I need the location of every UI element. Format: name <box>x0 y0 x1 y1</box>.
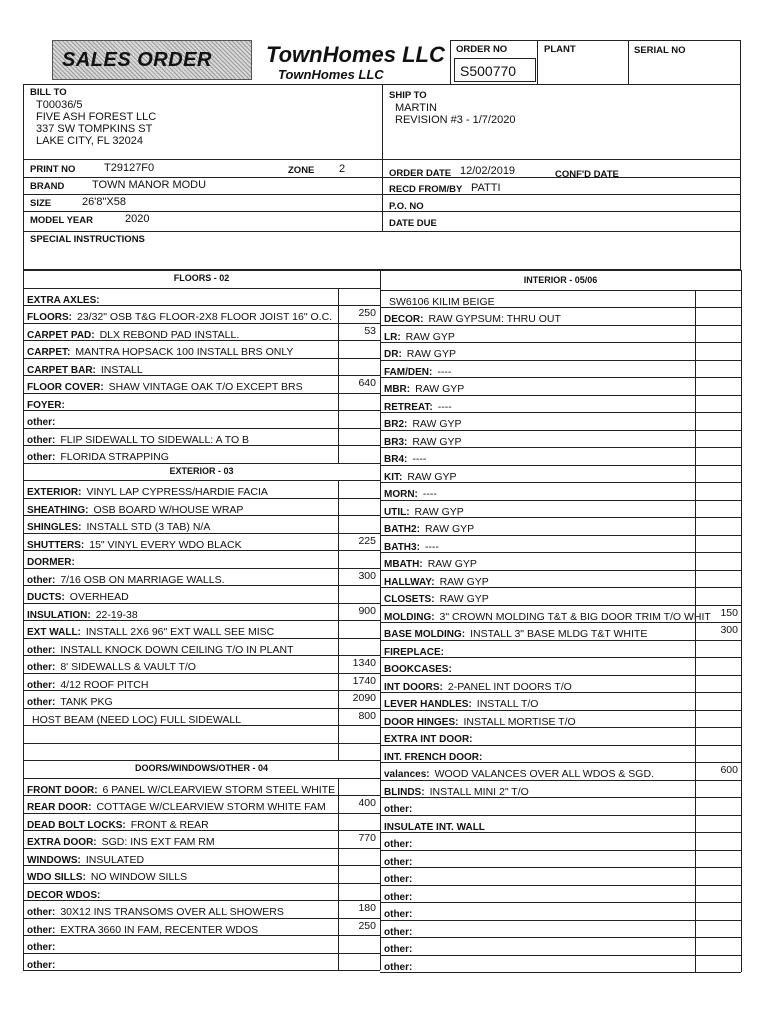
exterior-row-value: INSTALL KNOCK DOWN CEILING T/O IN PLANT <box>60 643 294 656</box>
interior-row-value: 3" CROWN MOLDING T&T & BIG DOOR TRIM T/O WHIT <box>439 610 711 623</box>
exterior-row-qty: 300 <box>358 569 376 582</box>
zone-label: ZONE <box>288 165 315 176</box>
interior-row-value: RAW GYP <box>412 418 462 430</box>
interior-section-title: INTERIOR - 05/06 <box>523 275 598 285</box>
floors-row-label: FLOORS: <box>27 312 72 323</box>
interior-row-value: RAW GYP <box>414 505 464 518</box>
interior-row-value: SW6106 KILIM BEIGE <box>389 295 495 308</box>
exterior-row <box>23 515 380 532</box>
exterior-row-value: HOST BEAM (NEED LOC) FULL SIDEWALL <box>32 713 242 726</box>
doors_windows-row <box>23 953 380 970</box>
interior-row <box>380 850 741 867</box>
interior-row-value: INSTALL T/O <box>476 698 539 710</box>
exterior-row-value: VINYL LAP CYPRESS/HARDIE FACIA <box>86 486 268 498</box>
exterior-row-value: INSTALL STD (3 TAB) N/A <box>86 521 211 533</box>
interior-row-value: RAW GYP <box>412 435 462 448</box>
bill-to-line: 337 SW TOMPKINS ST <box>36 123 153 135</box>
doors_windows-row-value: FRONT & REAR <box>130 818 209 831</box>
interior-row-value: INSTALL MORTISE T/O <box>463 715 576 728</box>
exterior-row-qty: 1740 <box>352 674 376 687</box>
print-no-label: PRINT NO <box>30 164 76 175</box>
floors-row <box>23 410 380 427</box>
exterior-row-label: DORMER: <box>27 557 75 568</box>
interior-row <box>380 692 741 709</box>
doors_windows-row-label: other: <box>27 924 56 936</box>
zone-value: 2 <box>339 163 346 175</box>
exterior-row <box>23 480 380 497</box>
interior-row-value: WOOD VALANCES OVER ALL WDOS & SGD. <box>434 768 654 780</box>
floors-row-value: DLX REBOND PAD INSTALL. <box>99 328 240 341</box>
exterior-row-qty: 2090 <box>352 692 376 704</box>
special-instructions-label: SPECIAL INSTRUCTIONS <box>30 234 145 245</box>
interior-row-label: other: <box>384 874 413 885</box>
interior-row <box>380 640 741 657</box>
exterior-row <box>23 550 380 567</box>
floors-section-title: FLOORS - 02 <box>173 273 230 283</box>
exterior-row <box>23 690 380 707</box>
doors_windows-row-value: 30X12 INS TRANSOMS OVER ALL SHOWERS <box>60 906 284 918</box>
recd-from-value: PATTI <box>471 182 501 194</box>
interior-row-value: RAW GYP <box>424 523 475 535</box>
interior-row-value: ---- <box>437 365 452 378</box>
doors_windows-row <box>23 795 380 812</box>
interior-row-value: INSTALL 3" BASE MLDG T&T WHITE <box>470 628 648 640</box>
doors_windows-row-value: COTTAGE W/CLEARVIEW STORM WHITE FAM <box>96 801 326 813</box>
exterior-row-label: SHUTTERS: <box>27 539 85 551</box>
interior-row-label: valances: <box>384 769 430 780</box>
exterior-row-value: 8' SIDEWALLS & VAULT T/O <box>60 661 196 673</box>
interior-row-label: other: <box>384 891 413 903</box>
interior-row-label: BATH2: <box>384 524 420 535</box>
floors-row <box>23 340 380 357</box>
doors_windows-row-value: 6 PANEL W/CLEARVIEW STORM STEEL WHITE <box>102 783 336 796</box>
doors_windows-row-label: other: <box>27 907 56 918</box>
interior-row-label: MBR: <box>384 384 411 395</box>
interior-row-label: other: <box>384 804 413 815</box>
interior-row <box>380 745 741 762</box>
doors_windows-row-label: other: <box>27 959 56 971</box>
exterior-row-label: other: <box>27 697 56 708</box>
interior-row-label: INSULATE INT. WALL <box>384 821 485 833</box>
interior-row-label: FIREPLACE: <box>384 646 444 658</box>
floors-row-value: SHAW VINTAGE OAK T/O EXCEPT BRS <box>108 381 303 393</box>
exterior-row-value: INSTALL 2X6 96" EXT WALL SEE MISC <box>85 626 275 638</box>
exterior-row <box>23 603 380 620</box>
po-no-label: P.O. NO <box>389 201 424 212</box>
floors-row-value: 23/32" OSB T&G FLOOR-2X8 FLOOR JOIST 16" O.C. <box>77 311 333 323</box>
doors_windows-section-title: DOORS/WINDOWS/OTHER - 04 <box>134 763 268 773</box>
doors_windows-row <box>23 883 380 900</box>
order-date-label: ORDER DATE <box>389 168 452 179</box>
interior-row-value: 2-PANEL INT DOORS T/O <box>447 680 572 693</box>
exterior-row <box>23 568 380 585</box>
exterior-row <box>23 725 380 742</box>
interior-row-label: DECOR: <box>384 314 424 325</box>
floors-row-label: FLOOR COVER: <box>27 382 104 393</box>
floors-row-value: MANTRA HOPSACK 100 INSTALL BRS ONLY <box>75 346 294 358</box>
interior-row-value: ---- <box>437 400 452 413</box>
doors_windows-row-label: REAR DOOR: <box>27 802 92 813</box>
interior-row <box>380 535 741 552</box>
interior-row <box>380 780 741 797</box>
doors_windows-row <box>23 813 380 830</box>
interior-row-label: BLINDS: <box>384 786 425 798</box>
exterior-row-qty: 900 <box>358 604 376 617</box>
interior-row-qty: 150 <box>720 606 738 619</box>
exterior-row-label: DUCTS: <box>27 592 65 603</box>
doors_windows-row <box>23 900 380 917</box>
exterior-row-label: EXTERIOR: <box>27 487 82 498</box>
floors-row-value: FLORIDA STRAPPING <box>60 451 169 463</box>
floors-row-label: CARPET: <box>27 347 71 358</box>
ship-to-line: REVISION #3 - 1/7/2020 <box>395 114 516 126</box>
interior-row-label: MORN: <box>384 489 418 500</box>
interior-row-label: other: <box>384 909 413 920</box>
doors_windows-row-value: INSULATED <box>85 853 145 866</box>
model-year-value: 2020 <box>125 213 150 225</box>
brand-label: BRAND <box>30 181 65 192</box>
doors_windows-row-label: DECOR WDOS: <box>27 889 101 901</box>
interior-row-value: RAW GYP <box>406 348 456 360</box>
exterior-row <box>23 743 380 760</box>
interior-row-label: BASE MOLDING: <box>384 629 466 640</box>
interior-row <box>380 762 741 779</box>
exterior-row-label: other: <box>27 679 56 691</box>
interior-row <box>380 395 741 412</box>
interior-row-value: INSTALL MINI 2" T/O <box>429 785 529 798</box>
interior-row-label: KIT: <box>384 471 403 483</box>
exterior-row-value: OVERHEAD <box>69 591 129 603</box>
interior-row-label: UTIL: <box>384 506 410 518</box>
interior-row-label: BR4: <box>384 454 408 465</box>
interior-row-label: other: <box>384 944 413 955</box>
exterior-row-label: other: <box>27 574 56 586</box>
interior-row-label: MOLDING: <box>384 611 435 623</box>
interior-row-label: CLOSETS: <box>384 594 435 605</box>
interior-row-label: MBATH: <box>384 559 423 570</box>
exterior-row <box>23 585 380 602</box>
exterior-row-qty: 800 <box>358 709 376 722</box>
floors-row-label: EXTRA AXLES: <box>27 294 100 306</box>
confd-date-label: CONF'D DATE <box>555 169 619 180</box>
recd-from-label: RECD FROM/BY <box>389 184 463 195</box>
interior-row <box>380 710 741 727</box>
floors-row-label: FOYER: <box>27 399 65 411</box>
doors_windows-row-label: EXTRA DOOR: <box>27 837 97 848</box>
exterior-row <box>23 708 380 725</box>
floors-row-label: other: <box>27 452 56 463</box>
floors-row <box>23 305 380 322</box>
floors-row-value: FLIP SIDEWALL TO SIDEWALL: A TO B <box>60 433 250 446</box>
interior-row <box>380 622 741 639</box>
doors_windows-row-qty: 250 <box>358 919 376 932</box>
interior-row <box>380 605 741 622</box>
exterior-row-label: INSULATION: <box>27 609 91 621</box>
floors-row <box>23 445 380 462</box>
interior-row <box>380 797 741 814</box>
floors-row-value: INSTALL <box>100 363 143 376</box>
floors-row <box>23 323 380 340</box>
interior-row-value: ---- <box>412 453 427 465</box>
exterior-row-value: 15" VINYL EVERY WDO BLACK <box>89 538 242 551</box>
interior-row-label: LEVER HANDLES: <box>384 699 472 710</box>
interior-row <box>380 325 741 342</box>
exterior-row-qty: 1340 <box>352 657 376 669</box>
ship-to-label: SHIP TO <box>389 90 427 101</box>
interior-row-value: RAW GYP <box>439 575 489 588</box>
interior-row-label: EXTRA INT DOOR: <box>384 734 473 745</box>
interior-row <box>380 360 741 377</box>
floors-row-label: other: <box>27 434 56 446</box>
interior-row <box>380 552 741 569</box>
exterior-row-value: 4/12 ROOF PITCH <box>60 678 149 691</box>
floors-row <box>23 358 380 375</box>
exterior-row <box>23 673 380 690</box>
interior-row-label: other: <box>384 926 413 938</box>
interior-row <box>380 500 741 517</box>
floors-row-qty: 640 <box>358 377 376 389</box>
plant-label: PLANT <box>544 44 576 55</box>
floors-row-qty: 53 <box>364 324 376 337</box>
doors_windows-row <box>23 935 380 952</box>
brand-value: TOWN MANOR MODU <box>92 179 207 191</box>
company-name: TownHomes LLC <box>266 42 445 67</box>
doors_windows-row <box>23 918 380 935</box>
interior-row <box>380 920 741 937</box>
exterior-row <box>23 638 380 655</box>
interior-row <box>380 290 741 307</box>
form-title: SALES ORDER <box>62 49 212 71</box>
doors_windows-row-value: EXTRA 3660 IN FAM, RECENTER WDOS <box>60 923 259 936</box>
interior-row-label: BOOKCASES: <box>384 664 452 675</box>
size-label: SIZE <box>30 198 52 209</box>
doors_windows-row-qty: 180 <box>358 902 376 914</box>
doors_windows-row <box>23 830 380 847</box>
doors_windows-row-label: WINDOWS: <box>27 854 81 866</box>
interior-row-value: ---- <box>424 540 439 553</box>
interior-row-label: BR2: <box>384 419 408 430</box>
interior-row <box>380 465 741 482</box>
doors_windows-row-label: other: <box>27 942 56 953</box>
interior-row-qty: 600 <box>720 764 738 776</box>
company-subtitle: TownHomes LLC <box>278 67 384 82</box>
bill-to-label: BILL TO <box>30 87 67 98</box>
exterior-row <box>23 620 380 637</box>
size-value: 26'8"X58 <box>82 196 126 208</box>
interior-row <box>380 430 741 447</box>
interior-row <box>380 902 741 919</box>
doors_windows-row-qty: 770 <box>358 832 376 844</box>
floors-row <box>23 393 380 410</box>
interior-row-label: LR: <box>384 331 401 343</box>
model-year-label: MODEL YEAR <box>30 215 93 226</box>
doors_windows-row-value: SGD: INS EXT FAM RM <box>101 836 215 848</box>
interior-row <box>380 867 741 884</box>
order-date-value: 12/02/2019 <box>460 165 516 177</box>
exterior-row-label: SHINGLES: <box>27 522 82 533</box>
interior-row <box>380 570 741 587</box>
doors_windows-row <box>23 865 380 882</box>
interior-row-value: RAW GYP <box>439 593 489 605</box>
interior-row <box>380 815 741 832</box>
interior-row-value: ---- <box>422 488 437 500</box>
floors-row <box>23 288 380 305</box>
bill-to-line: LAKE CITY, FL 32024 <box>36 135 144 147</box>
interior-row <box>380 482 741 499</box>
exterior-row-label: EXT WALL: <box>27 627 81 638</box>
bill-to-line: T00036/5 <box>36 99 83 111</box>
doors_windows-row-value: NO WINDOW SILLS <box>90 871 188 883</box>
interior-row <box>380 832 741 849</box>
exterior-row-label: other: <box>27 644 56 656</box>
floors-row-label: other: <box>27 417 56 428</box>
exterior-row-value: OSB BOARD W/HOUSE WRAP <box>93 503 244 516</box>
date-due-label: DATE DUE <box>389 218 437 229</box>
interior-row <box>380 342 741 359</box>
interior-row <box>380 727 741 744</box>
interior-row-value: RAW GYP <box>407 470 457 483</box>
exterior-row <box>23 533 380 550</box>
floors-row-label: CARPET BAR: <box>27 364 96 376</box>
interior-row-label: RETREAT: <box>384 401 433 413</box>
doors_windows-row-label: FRONT DOOR: <box>27 784 98 796</box>
interior-row <box>380 937 741 954</box>
interior-row-value: RAW GYPSUM: THRU OUT <box>428 313 561 325</box>
doors_windows-row-label: DEAD BOLT LOCKS: <box>27 819 126 831</box>
interior-row-label: FAM/DEN: <box>384 366 433 378</box>
floors-row-label: CARPET PAD: <box>27 329 95 341</box>
serial-no-label: SERIAL NO <box>634 45 686 56</box>
interior-row-label: other: <box>384 839 413 850</box>
exterior-row <box>23 655 380 672</box>
doors_windows-row <box>23 778 380 795</box>
interior-row-label: other: <box>384 961 413 973</box>
exterior-row-value: 22-19-38 <box>95 608 138 621</box>
interior-row-label: other: <box>384 856 413 868</box>
interior-row <box>380 412 741 429</box>
interior-row-qty: 300 <box>720 624 738 636</box>
doors_windows-row <box>23 848 380 865</box>
print-no-value: T29127F0 <box>104 162 155 174</box>
exterior-row-value: TANK PKG <box>60 696 113 708</box>
interior-row <box>380 377 741 394</box>
ship-to-line: MARTIN <box>395 102 437 114</box>
bill-to-line: FIVE ASH FOREST LLC <box>36 111 157 123</box>
interior-row <box>380 955 741 972</box>
exterior-row-value: 7/16 OSB ON MARRIAGE WALLS. <box>60 573 225 586</box>
floors-row-qty: 250 <box>358 307 376 319</box>
doors_windows-row-label: WDO SILLS: <box>27 872 86 883</box>
interior-row <box>380 587 741 604</box>
floors-row <box>23 375 380 392</box>
interior-row-label: DR: <box>384 349 402 360</box>
exterior-row <box>23 498 380 515</box>
interior-row-label: INT. FRENCH DOOR: <box>384 751 483 763</box>
exterior-row-label: SHEATHING: <box>27 504 89 516</box>
interior-row-label: INT DOORS: <box>384 681 443 693</box>
interior-row <box>380 447 741 464</box>
floors-row <box>23 428 380 445</box>
interior-row <box>380 657 741 674</box>
interior-row <box>380 307 741 324</box>
interior-row-label: BATH3: <box>384 541 420 553</box>
interior-row <box>380 675 741 692</box>
interior-row-label: BR3: <box>384 436 408 448</box>
doors_windows-row-qty: 400 <box>358 797 376 809</box>
exterior-row-label: other: <box>27 662 56 673</box>
interior-row-value: RAW GYP <box>427 558 477 570</box>
interior-row-value: RAW GYP <box>405 330 455 343</box>
exterior-row-qty: 225 <box>358 534 376 547</box>
interior-row <box>380 885 741 902</box>
interior-row-label: HALLWAY: <box>384 576 435 588</box>
interior-row <box>380 517 741 534</box>
interior-row-value: RAW GYP <box>415 383 465 395</box>
interior-row-label: DOOR HINGES: <box>384 716 459 728</box>
order-no-value: S500770 <box>460 63 517 79</box>
order-no-label: ORDER NO <box>456 44 508 55</box>
exterior-section-title: EXTERIOR - 03 <box>169 465 234 476</box>
